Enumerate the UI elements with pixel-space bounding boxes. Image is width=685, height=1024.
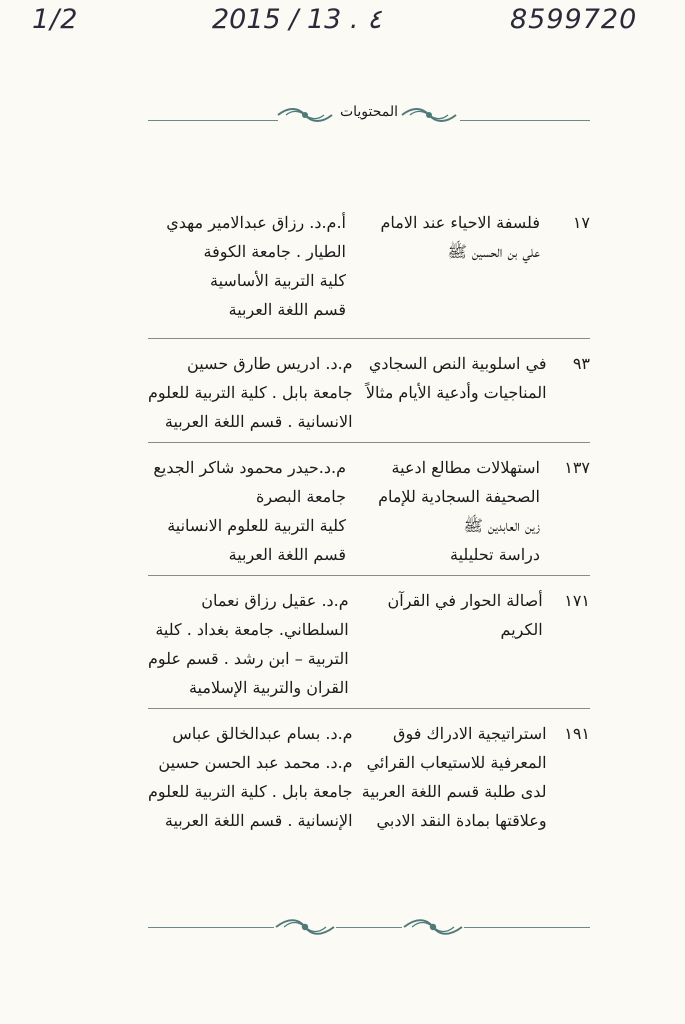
toc-entry: [148, 198, 590, 339]
entry-author-line: كلية التربية للعلوم الانسانية: [167, 516, 346, 535]
entry-page-number: ١٧: [572, 213, 590, 232]
entry-author: [148, 709, 393, 841]
contents-title: المحتويات: [339, 104, 399, 120]
ornament-right-icon: [400, 106, 458, 124]
footer-rule-middle: [336, 927, 402, 928]
table-of-contents: [148, 198, 590, 841]
entry-author: [148, 198, 386, 330]
entry-title: [389, 576, 543, 708]
entry-page-number: ١٧١: [564, 591, 590, 610]
entry-author-line: قسم اللغة العربية: [228, 300, 346, 319]
entry-author-line: السلطاني. جامعة بغداد . كلية: [155, 620, 349, 639]
entry-title: [365, 339, 547, 442]
entry-title-line: فلسفة الاحياء عند الامام: [380, 213, 540, 232]
entry-author: [148, 339, 393, 442]
entry-title-line: المعرفية للاستيعاب القرائي: [366, 753, 547, 772]
handwritten-page-mark: 1/2: [32, 4, 79, 35]
entry-author-line: جامعة البصرة: [256, 487, 346, 506]
footer-rule-left: [148, 927, 274, 928]
entry-title-line: استراتيجية الادراك فوق: [393, 724, 547, 743]
ornament-left-icon: [276, 106, 334, 124]
entry-author-line: جامعة بابل . كلية التربية للعلوم: [148, 383, 353, 402]
entry-title-line: علي بن الحسين ﷺ: [447, 242, 540, 261]
entry-author: [148, 576, 389, 708]
handwritten-number: 8599720: [510, 4, 638, 35]
entry-title-line: دراسة تحليلية: [450, 545, 540, 564]
entry-title-line: زين العابدين ﷺ: [463, 516, 540, 535]
entry-page-number: ١٣٧: [564, 458, 590, 477]
toc-entry: [148, 443, 590, 576]
entry-author-line: م.د. بسام عبدالخالق عباس: [172, 724, 353, 743]
entry-title-line: أصالة الحوار في القرآن: [387, 591, 543, 610]
entry-title-line: الكريم: [500, 620, 543, 639]
ornament-right-icon: [402, 916, 464, 938]
entry-author-line: قسم اللغة العربية: [228, 545, 346, 564]
entry-title: [380, 198, 540, 330]
entry-author-line: جامعة بابل . كلية التربية للعلوم: [148, 782, 353, 801]
page-footer-ornament: [148, 914, 590, 938]
entry-title-line: في اسلوبية النص السجادي: [368, 354, 547, 373]
entry-title-line: وعلاقتها بمادة النقد الادبي: [376, 811, 547, 830]
entry-title-line: الصحيفة السجادية للإمام: [378, 487, 540, 506]
entry-title-line: المناجيات وأدعية الأيام مثالاً: [365, 383, 547, 402]
contents-header: [148, 102, 590, 128]
footer-rule-right: [464, 927, 590, 928]
entry-author-line: م.د.حيدر محمود شاكر الجديع: [153, 458, 346, 477]
entry-author-line: التربية – ابن رشد . قسم علوم: [148, 649, 349, 668]
entry-title: [361, 709, 547, 841]
entry-author-line: الإنسانية . قسم اللغة العربية: [164, 811, 353, 830]
header-rule-right: [460, 120, 590, 121]
entry-author-line: الطيار . جامعة الكوفة: [203, 242, 346, 261]
entry-author-line: م.د. ادريس طارق حسين: [187, 354, 353, 373]
entry-author-line: كلية التربية الأساسية: [210, 271, 346, 290]
toc-entry: [148, 709, 590, 841]
toc-entry: [148, 339, 590, 443]
entry-author-line: أ.م.د. رزاق عبدالامير مهدي: [166, 213, 346, 232]
entry-author-line: الانسانية . قسم اللغة العربية: [164, 412, 353, 431]
header-rule-left: [148, 120, 278, 121]
entry-page-number: ٩٣: [572, 354, 590, 373]
entry-title: [378, 443, 540, 575]
entry-author: [148, 443, 386, 575]
entry-page-number: ١٩١: [564, 724, 590, 743]
entry-title-line: استهلالات مطالع ادعية: [391, 458, 540, 477]
entry-author-line: القران والتربية الإسلامية: [188, 678, 349, 697]
entry-title-line: لدى طلبة قسم اللغة العربية: [361, 782, 547, 801]
entry-author-line: م.د. عقيل رزاق نعمان: [201, 591, 349, 610]
entry-author-line: م.د. محمد عبد الحسن حسين: [158, 753, 353, 772]
handwritten-date: 2015 / 13 . ٤: [212, 4, 382, 35]
toc-entry: [148, 576, 590, 709]
ornament-left-icon: [274, 916, 336, 938]
